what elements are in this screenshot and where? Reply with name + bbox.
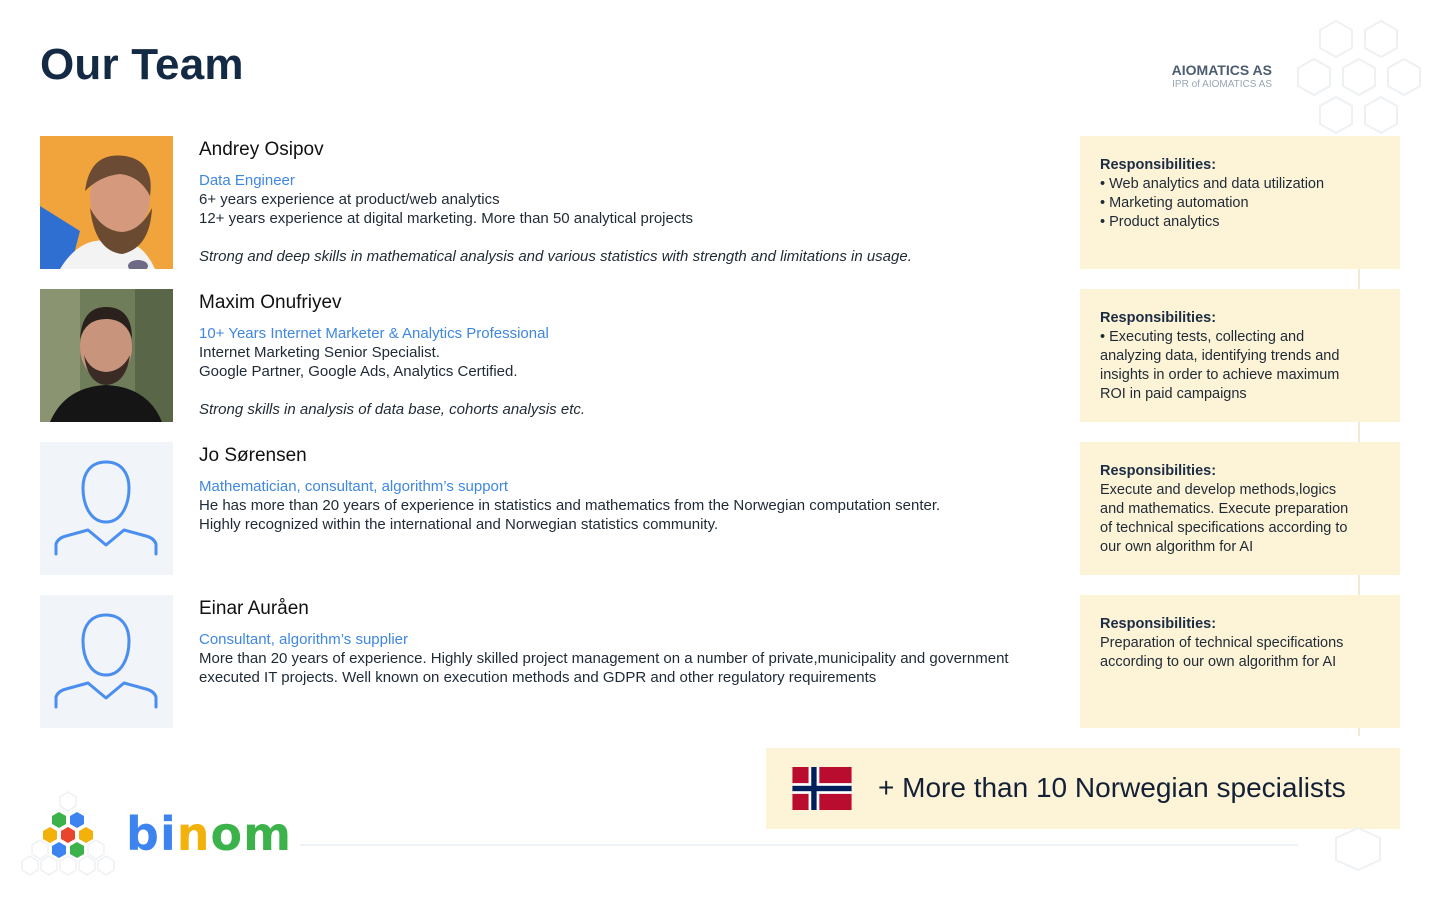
company-subtitle: IPR of AIOMATICS AS xyxy=(1172,79,1272,90)
responsibilities-title: Responsibilities: xyxy=(1100,616,1217,632)
member-detail: executed IT projects. Well known on execution methods and GDPR and other regulatory requirements xyxy=(199,669,877,686)
responsibilities-panel xyxy=(1080,595,1400,728)
team-member-row xyxy=(40,442,1400,575)
member-quote: Strong skills in analysis of data base, cohorts analysis etc. xyxy=(199,401,586,418)
member-detail: He has more than 20 years of experience in statistics and mathematics from the Norwegian computation senter. xyxy=(199,497,941,514)
member-name: Andrey Osipov xyxy=(199,139,324,160)
company-info xyxy=(1100,62,1272,91)
norwegian-specialists-banner xyxy=(766,748,1400,829)
member-info xyxy=(199,136,1079,266)
responsibility-line: analyzing data, identifying trends and xyxy=(1100,348,1340,364)
banner-text: + More than 10 Norwegian specialists xyxy=(878,772,1346,803)
responsibilities-title: Responsibilities: xyxy=(1100,157,1217,173)
avatar-photo-icon xyxy=(40,289,173,422)
member-name: Jo Sørensen xyxy=(199,445,307,466)
team-member-row xyxy=(40,136,1400,269)
brand-letter: n xyxy=(176,807,211,861)
responsibility-line: Preparation of technical specifications xyxy=(1100,635,1344,651)
hexagon-decoration-icon xyxy=(1330,826,1386,872)
user-placeholder-icon xyxy=(40,442,173,575)
member-photo-placeholder xyxy=(40,442,173,575)
member-detail: 12+ years experience at digital marketing. More than 50 analytical projects xyxy=(199,210,694,227)
member-role: Consultant, algorithm’s supplier xyxy=(199,631,408,648)
responsibilities-panel xyxy=(1080,442,1400,575)
responsibility-line: • Marketing automation xyxy=(1100,195,1249,211)
responsibilities-panel xyxy=(1080,289,1400,422)
avatar-photo-icon xyxy=(40,136,173,269)
brand-letter: m xyxy=(243,807,293,861)
member-info xyxy=(199,595,1079,687)
responsibilities-panel xyxy=(1080,136,1400,269)
responsibilities-title: Responsibilities: xyxy=(1100,310,1217,326)
brand-letter: b xyxy=(126,807,160,861)
member-name: Einar Auråen xyxy=(199,598,309,619)
member-name: Maxim Onufriyev xyxy=(199,292,342,313)
user-placeholder-icon xyxy=(40,595,173,728)
responsibility-line: • Product analytics xyxy=(1100,214,1220,230)
company-name: AIOMATICS AS xyxy=(1171,62,1272,78)
member-detail: Highly recognized within the international and Norwegian statistics community. xyxy=(199,516,719,533)
responsibilities-title: Responsibilities: xyxy=(1100,463,1217,479)
team-member-row xyxy=(40,595,1400,728)
footer-divider xyxy=(300,844,1298,846)
responsibility-line: • Executing tests, collecting and xyxy=(1100,329,1305,345)
responsibility-line: of technical specifications according to xyxy=(1100,520,1348,536)
member-photo-andrey-osipov xyxy=(40,136,173,269)
responsibility-line: • Web analytics and data utilization xyxy=(1100,176,1325,192)
responsibility-line: insights in order to achieve maximum xyxy=(1100,367,1340,383)
member-info xyxy=(199,289,1079,419)
member-photo-maxim-onufriyev xyxy=(40,289,173,422)
member-info xyxy=(199,442,1079,534)
brand-letter: i xyxy=(159,807,177,861)
responsibility-line: according to our own algorithm for AI xyxy=(1100,654,1337,670)
member-detail: 6+ years experience at product/web analytics xyxy=(199,191,500,208)
honeycomb-decoration-icon xyxy=(1290,14,1430,140)
responsibility-line: our own algorithm for AI xyxy=(1100,539,1254,555)
responsibility-line: Execute and develop methods,logics xyxy=(1100,482,1337,498)
binom-logo-icon xyxy=(18,790,118,882)
member-detail: Google Partner, Google Ads, Analytics Certified. xyxy=(199,363,518,380)
norway-flag-icon xyxy=(791,767,853,810)
member-detail: More than 20 years of experience. Highly skilled project management on a number of private,municipality and government xyxy=(199,650,1009,667)
responsibility-line: and mathematics. Execute preparation xyxy=(1100,501,1349,517)
member-role: 10+ Years Internet Marketer & Analytics Professional xyxy=(199,325,549,342)
member-role: Mathematician, consultant, algorithm’s support xyxy=(199,478,509,495)
member-detail: Internet Marketing Senior Specialist. xyxy=(199,344,440,361)
member-quote: Strong and deep skills in mathematical analysis and various statistics with strength and limitations in usage. xyxy=(199,248,912,265)
member-role: Data Engineer xyxy=(199,172,295,189)
binom-wordmark xyxy=(126,808,292,860)
responsibility-line: ROI in paid campaigns xyxy=(1100,386,1247,402)
brand-letter: o xyxy=(210,807,244,861)
member-photo-placeholder xyxy=(40,595,173,728)
page-title: Our Team xyxy=(40,40,244,89)
team-member-row xyxy=(40,289,1400,422)
